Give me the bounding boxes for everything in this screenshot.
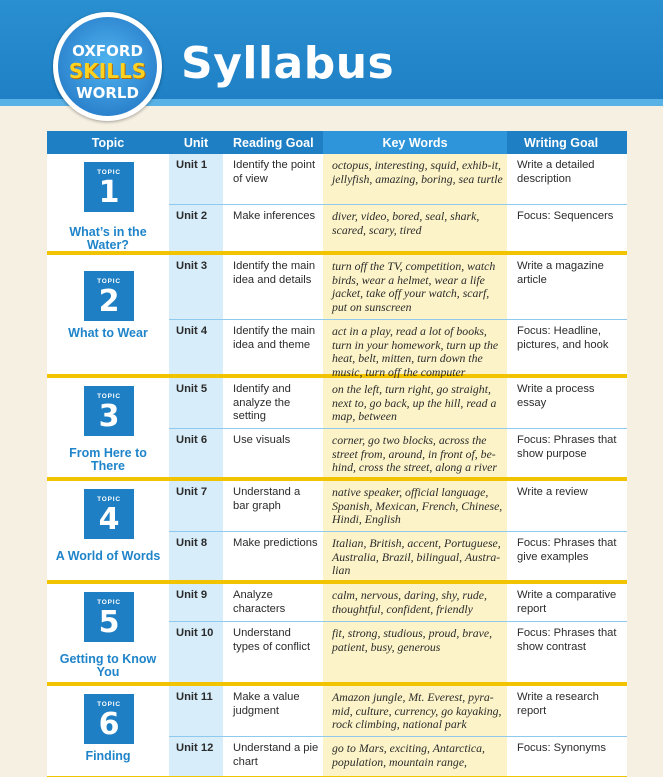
topic-name: What’s in the Water? — [69, 225, 147, 252]
table-row — [169, 204, 627, 251]
topic-block — [47, 154, 627, 255]
reading-goal-cell: Analyze characters — [223, 584, 323, 621]
writing-goal-cell: Write a review — [507, 481, 627, 531]
writing-goal-cell: Focus: Phrases that show purpose — [507, 429, 627, 477]
topic-badge-label: TOPIC — [97, 496, 121, 503]
table-header — [47, 131, 627, 154]
table-body — [47, 154, 627, 777]
topic-block — [47, 686, 627, 777]
topic-units — [169, 378, 627, 477]
topic-cell — [47, 686, 169, 776]
topic-number: 6 — [98, 707, 120, 742]
topic-units — [169, 255, 627, 379]
topic-badge — [84, 386, 134, 436]
logo-line-2: SKILLS — [68, 59, 147, 83]
topic-block — [47, 255, 627, 378]
writing-goal-cell: Focus: Phrases that show contrast — [507, 622, 627, 682]
key-words-cell: act in a play, read a lot of books, turn in your homework, turn up the heat, belt, mitten, turn down the music, turn off the computer — [323, 320, 507, 374]
unit-cell: Unit 6 — [169, 429, 223, 477]
writing-goal-cell: Focus: Headline, pictures, and hook — [507, 320, 627, 374]
table-row — [169, 584, 627, 621]
topic-badge — [84, 592, 134, 642]
topic-badge-label: TOPIC — [97, 701, 121, 708]
key-words-cell: Amazon jungle, Mt. Everest, pyra-mid, culture, currency, go kayaking, rock climbing, national park — [323, 686, 507, 736]
topic-badge-label: TOPIC — [97, 278, 121, 285]
topic-name: What to Wear — [68, 326, 148, 340]
header-writing-goal: Writing Goal — [524, 135, 599, 150]
topic-number: 1 — [98, 175, 120, 210]
topic-cell — [47, 378, 169, 477]
topic-units — [169, 686, 627, 776]
table-row — [169, 319, 627, 379]
reading-goal-cell: Use visuals — [223, 429, 323, 477]
table-row — [169, 531, 627, 580]
topic-badge — [84, 489, 134, 539]
topic-number: 2 — [98, 284, 120, 319]
topic-units — [169, 584, 627, 682]
table-row — [169, 621, 627, 682]
logo-line-1: OXFORD — [72, 42, 143, 60]
syllabus-table — [47, 131, 627, 777]
topic-units — [169, 481, 627, 580]
header-unit: Unit — [183, 135, 209, 150]
topic-block — [47, 378, 627, 481]
topic-block — [47, 481, 627, 584]
topic-badge-label: TOPIC — [97, 599, 121, 606]
unit-cell: Unit 10 — [169, 622, 223, 682]
unit-cell: Unit 8 — [169, 532, 223, 580]
reading-goal-cell: Make inferences — [223, 205, 323, 251]
key-words-cell: diver, video, bored, seal, shark, scared, scary, tired — [323, 205, 507, 251]
topic-badge-label: TOPIC — [97, 169, 121, 176]
reading-goal-cell: Understand a bar graph — [223, 481, 323, 531]
table-row — [169, 378, 627, 428]
reading-goal-cell: Make a value judgment — [223, 686, 323, 736]
writing-goal-cell: Focus: Phrases that give examples — [507, 532, 627, 580]
key-words-cell: calm, nervous, daring, shy, rude, thoughtful, confident, friendly — [323, 584, 507, 621]
table-row — [169, 154, 627, 204]
writing-goal-cell: Focus: Sequencers — [507, 205, 627, 251]
topic-badge — [84, 271, 134, 321]
unit-cell: Unit 11 — [169, 686, 223, 736]
key-words-cell: on the left, turn right, go straight, next to, go back, up the hill, read a map, between — [323, 378, 507, 428]
writing-goal-cell: Write a magazine article — [507, 255, 627, 319]
topic-cell — [47, 255, 169, 374]
topic-number: 4 — [98, 502, 120, 537]
topic-cell — [47, 584, 169, 682]
key-words-cell: octopus, interesting, squid, exhib-it, jellyfish, amazing, boring, sea turtle — [323, 154, 507, 204]
writing-goal-cell: Write a comparative report — [507, 584, 627, 621]
writing-goal-cell: Write a research report — [507, 686, 627, 736]
topic-badge-label: TOPIC — [97, 393, 121, 400]
key-words-cell: fit, strong, studious, proud, brave, patient, busy, generous — [323, 622, 507, 682]
key-words-cell: turn off the TV, competition, watch birds, wear a helmet, wear a life jacket, take off your watch, scarf, put on sunscreen — [323, 255, 507, 319]
writing-goal-cell: Write a detailed description — [507, 154, 627, 204]
header-topic: Topic — [91, 135, 125, 150]
key-words-cell: go to Mars, exciting, Antarctica, population, mountain range, — [323, 737, 507, 776]
unit-cell: Unit 7 — [169, 481, 223, 531]
table-row — [169, 736, 627, 776]
unit-cell: Unit 4 — [169, 320, 223, 374]
topic-units — [169, 154, 627, 251]
reading-goal-cell: Identify the point of view — [223, 154, 323, 204]
topic-cell — [47, 481, 169, 580]
unit-cell: Unit 12 — [169, 737, 223, 776]
unit-cell: Unit 2 — [169, 205, 223, 251]
key-words-cell: Italian, British, accent, Portuguese, Australia, Brazil, bilingual, Austra-lian — [323, 532, 507, 580]
table-row — [169, 481, 627, 531]
unit-cell: Unit 5 — [169, 378, 223, 428]
logo-line-3: WORLD — [76, 84, 139, 102]
topic-name: Finding — [85, 749, 131, 763]
topic-name: A World of Words — [55, 549, 161, 563]
topic-name: From Here to There — [69, 446, 147, 473]
topic-cell — [47, 154, 169, 251]
topic-name: Getting to Know You — [59, 652, 157, 679]
page-title: Syllabus — [181, 38, 395, 89]
reading-goal-cell: Identify the main idea and theme — [223, 320, 323, 374]
unit-cell: Unit 9 — [169, 584, 223, 621]
unit-cell: Unit 1 — [169, 154, 223, 204]
topic-badge — [84, 694, 134, 744]
unit-cell: Unit 3 — [169, 255, 223, 319]
reading-goal-cell: Make predictions — [223, 532, 323, 580]
reading-goal-cell: Understand types of conflict — [223, 622, 323, 682]
key-words-cell: native speaker, official language, Spanish, Mexican, French, Chinese, Hindi, English — [323, 481, 507, 531]
reading-goal-cell: Identify and analyze the setting — [223, 378, 323, 428]
key-words-cell: corner, go two blocks, across the street from, around, in front of, be-hind, cross the street, along a river — [323, 429, 507, 477]
topic-number: 3 — [98, 399, 120, 434]
table-row — [169, 686, 627, 736]
header-reading-goal: Reading Goal — [233, 135, 314, 150]
topic-block — [47, 584, 627, 686]
topic-badge — [84, 162, 134, 212]
writing-goal-cell: Write a process essay — [507, 378, 627, 428]
writing-goal-cell: Focus: Synonyms — [507, 737, 627, 776]
oxford-skills-world-logo — [53, 12, 162, 121]
reading-goal-cell: Identify the main idea and details — [223, 255, 323, 319]
table-row — [169, 255, 627, 319]
topic-number: 5 — [98, 605, 120, 640]
reading-goal-cell: Understand a pie chart — [223, 737, 323, 776]
header-key-words: Key Words — [323, 131, 507, 154]
table-row — [169, 428, 627, 477]
